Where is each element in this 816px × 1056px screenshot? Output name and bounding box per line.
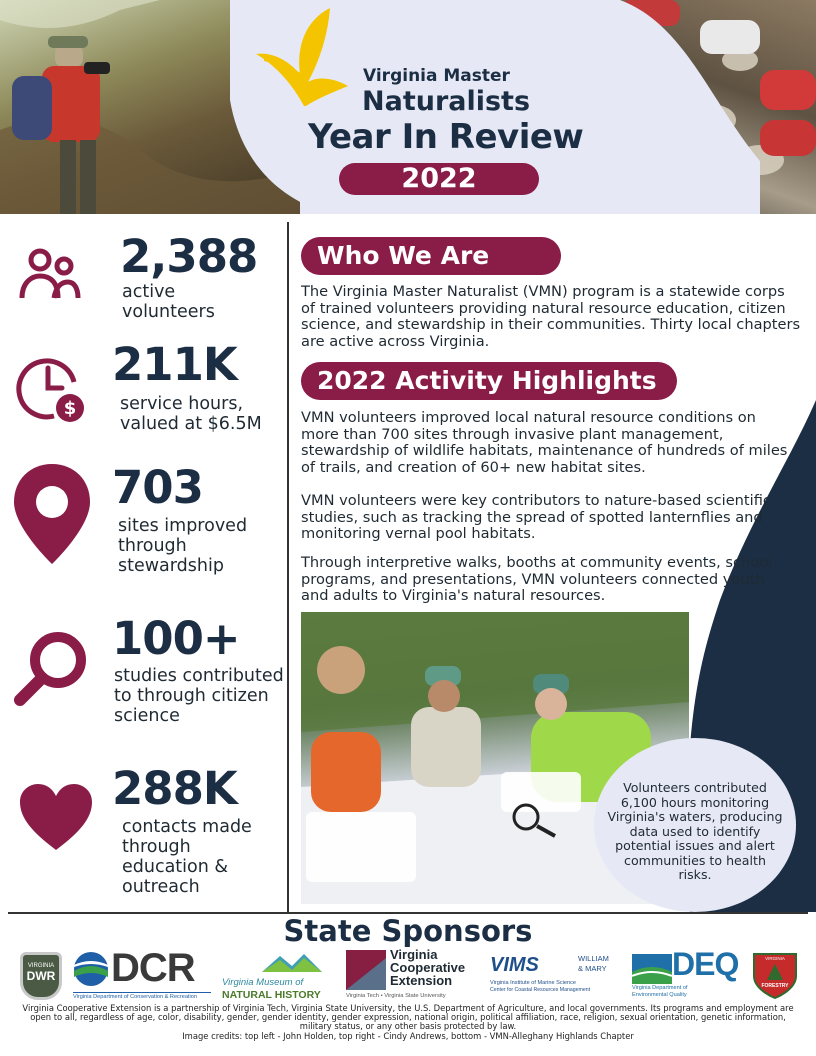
- highlights-paragraph-1: VMN volunteers improved local natural resource conditions on more than 700 sites through invasive plant management, stewardship of wildlife habitats, maintenance of hundreds of miles of trails, and creation of 60+ new habitat sites.: [301, 409, 788, 476]
- svg-text:$: $: [63, 398, 77, 419]
- column-divider: [287, 222, 289, 912]
- who-we-are-text: The Virginia Master Naturalist (VMN) program is a statewide corps of trained volunteers providing natural resource education, citizen science, and stewardship in their communities. Thirty local chapters are active across Virginia.: [301, 283, 801, 350]
- year-badge: 2022: [339, 163, 539, 195]
- stat-number-hours: 211K: [112, 338, 237, 391]
- stat-label-contacts: contacts made through education & outreach: [122, 817, 252, 897]
- map-pin-icon: [12, 462, 92, 566]
- logo-dcr: DCR Virginia Department of Conservation & Recreation: [73, 950, 211, 1002]
- logo-vce: Virginia Cooperative Extension Virginia Tech • Virginia State University: [346, 947, 466, 999]
- highlights-paragraph-3: Through interpretive walks, booths at community events, school programs, and presentations, VMN volunteers connected youth and adults to Virginia's natural resources.: [301, 554, 773, 605]
- stat-number-sites: 703: [112, 461, 203, 514]
- page-title: Year In Review: [308, 117, 584, 157]
- highlights-paragraph-2: VMN volunteers were key contributors to nature-based scientific studies, such as tracking the spread of spotted lanternflies and monitoring vernal pool habitats.: [301, 492, 771, 543]
- callout-text: Volunteers contributed 6,100 hours monitoring Virginia's waters, producing data used to identify potential issues and alert communities to health risks.: [607, 780, 783, 882]
- logo-vims: VIMS WILLIAM & MARY Virginia Institute of Marine Science Center for Coastal Resources Management: [490, 954, 609, 993]
- logo-vmnh: Virginia Museum of NATURAL HISTORY: [220, 950, 336, 1002]
- magnifier-icon: [12, 628, 92, 708]
- logo-forestry: VIRGINIA FORESTRY: [752, 950, 798, 1000]
- footer-image-credits: Image credits: top left - John Holden, top right - Cindy Andrews, bottom - VMN-Alleghany Highlands Chapter: [182, 1030, 634, 1041]
- brand-line-2: Naturalists: [362, 86, 531, 117]
- footer-text: [14, 1004, 802, 1041]
- people-icon: [18, 246, 82, 302]
- footer-disclaimer: Virginia Cooperative Extension is a partnership of Virginia Tech, Virginia State University, the U.S. Department of Agriculture, and local governments. Its programs and employment are open to all, regardless of age, color, disability, gender, gender identity, gender expression, national origin, political affiliation, race, religion, sexual orientation, genetic information, military status, or any other basis protected by law.: [22, 1003, 794, 1032]
- stat-label-studies: studies contributed to through citizen science: [114, 666, 284, 726]
- logo-dwr: VIRGINIA DWR: [20, 952, 62, 1000]
- highlights-heading: 2022 Activity Highlights: [301, 362, 677, 400]
- brand-line-1: Virginia Master: [363, 66, 510, 86]
- stat-label-hours: service hours, valued at $6.5M: [120, 394, 262, 434]
- logo-deq: DEQ Virginia Department of Environmental Quality: [632, 946, 739, 998]
- who-we-are-heading: Who We Are: [301, 237, 561, 275]
- header-banner: [0, 0, 816, 214]
- stat-number-contacts: 288K: [112, 762, 237, 815]
- heart-icon: [18, 782, 94, 852]
- butterfly-logo-icon: [248, 6, 358, 112]
- stat-number-volunteers: 2,388: [120, 230, 258, 283]
- sponsors-title: State Sponsors: [283, 914, 533, 948]
- clock-dollar-icon: [14, 352, 88, 426]
- stat-label-sites: sites improved through stewardship: [118, 516, 248, 576]
- stat-number-studies: 100+: [112, 612, 240, 665]
- stat-label-volunteers: active volunteers: [122, 282, 215, 322]
